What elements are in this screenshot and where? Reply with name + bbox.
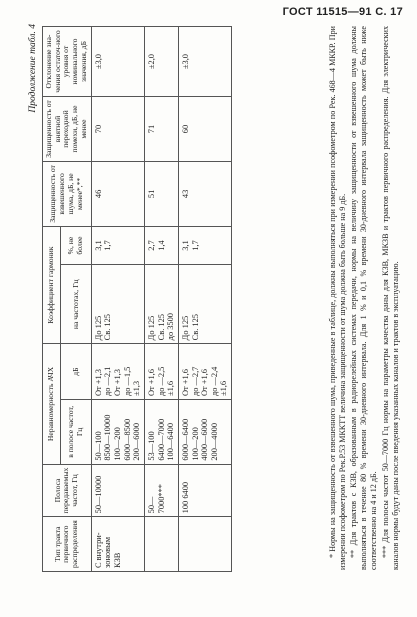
header-noise-weighted: Защищенность от взвешенного шума, дБ, не менее*,** (43, 161, 92, 226)
cell-harmonics-pct: 2,7 1,4 (144, 226, 178, 264)
cell-crosstalk: 60 (178, 97, 231, 162)
cell-afc-bands: 53—100 6400—7000 100—6400 (144, 400, 178, 465)
footnote-noise-measurement: * Нормы на защищенность от взвешенного шума, приведенные в таблице, должны выполняться при измерении псофометром по Рек. 468—4 МККР. При измерении псофометром по Рек.Р.53 МККТТ величина защищенности от шума должна быть больше на 9 дБ. (328, 26, 348, 570)
cell-harmonics-freq: До 125 Св. 125 до 3500 (144, 265, 178, 344)
cell-harmonics-freq: До 125 Св. 125 (91, 265, 144, 344)
header-harmonics-pct: %, не более (61, 226, 91, 264)
footnote-radio-relay: ** Для трактов с КЗВ, образованным в радиорелейных системах передачи, нормы на величину защищенности от взвешенного шума должны выполняться в течение 80 % времени 30-дневного интервала. Для 1 % и 0,1 % времени 30-дневного интервала защищенность может быть ниже соответственно на 4 и 12 дБ. (349, 26, 379, 570)
cell-tract-type (144, 517, 178, 572)
table-row (144, 27, 178, 572)
cell-deviation: ±3,0 (91, 27, 144, 97)
cell-noise: 51 (144, 161, 178, 226)
table-footnotes (328, 26, 402, 570)
header-level-deviation: Отклонение зна-чения остаточ-ного уровня от номинального значения, дБ (43, 27, 92, 97)
header-afc-group: Неравномерность АЧХ (43, 344, 61, 464)
header-afc-db: дБ (61, 344, 91, 400)
table-continuation-label: Продолжение табл. 4 (28, 24, 38, 113)
footnote-band-7000: *** Для полосы частот 50—7000 Гц нормы на параметры качества даны для КЗВ, МКЗВ и трактов первичного распределения. Для электрических каналов нормы будут даны после введения указанных каналов и трактов в эксплуатацию. (380, 26, 400, 570)
cell-harmonics-pct: 3,1 1,7 (91, 226, 144, 264)
cell-afc-bands: 6000—6400 100—200 4000—6000 200—4000 (178, 400, 231, 465)
header-tract-type: Тип тракта первичного распределения (43, 517, 92, 572)
cell-afc-bands: 50—100 8500—10000 100—200 6000—8500 200—6000 (91, 400, 144, 465)
cell-deviation: ±2,0 (144, 27, 178, 97)
header-band: Полоса передаваемых частот, Гц (43, 464, 92, 517)
cell-band: 50—7000*** (144, 464, 178, 517)
cell-tract-type (178, 517, 231, 572)
table-row (91, 27, 144, 572)
cell-noise: 46 (91, 161, 144, 226)
standard-number: ГОСТ 11515—91 С. 17 (282, 6, 403, 18)
cell-noise: 43 (178, 161, 231, 226)
cell-afc-db: От +1,6 до —2,7 От +1,6 до —2,4 ±1,6 (178, 344, 231, 400)
cell-deviation: ±3,0 (178, 27, 231, 97)
cell-crosstalk: 70 (91, 97, 144, 162)
table-row (178, 27, 231, 572)
cell-crosstalk: 71 (144, 97, 178, 162)
cell-afc-db: От +1,6 до —2,5 ±1,6 (144, 344, 178, 400)
header-harmonics-freq: на частотах, Гц (61, 265, 91, 344)
parameters-table (42, 26, 232, 572)
cell-band: 100 6400 (178, 464, 231, 517)
header-harmonics-group: Коэффициент гармоник (43, 226, 61, 343)
cell-afc-db: От +1,3 до —2,1 От +1,3 до —1,5 ±1,3 (91, 344, 144, 400)
cell-harmonics-freq: До 125 Св. 125 (178, 265, 231, 344)
cell-tract-type: С внутри-зоновым КЗВ (91, 517, 144, 572)
header-noise-crosstalk: Защищенность от внятной переходной помехи, дБ, не менее (43, 97, 92, 162)
cell-harmonics-pct: 3,1 1,7 (178, 226, 231, 264)
rotated-page-content (28, 20, 408, 572)
cell-band: 50—10000 (91, 464, 144, 517)
header-afc-band: в полосе частот, Гц (61, 400, 91, 465)
